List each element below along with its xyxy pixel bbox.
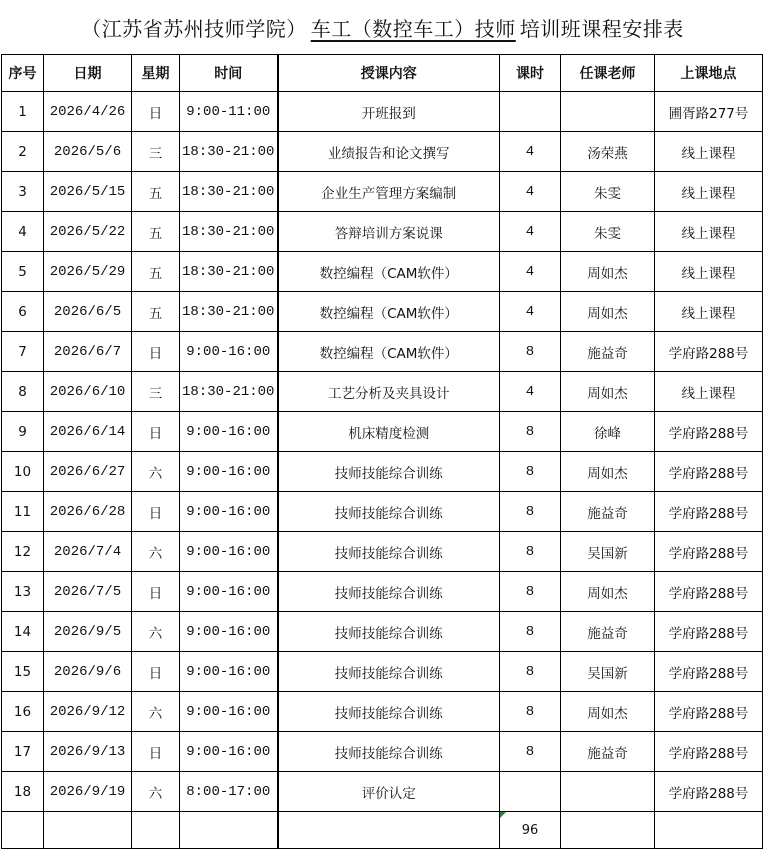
cell-content: 技师技能综合训练 — [278, 452, 500, 492]
cell-location: 学府路288号 — [655, 532, 763, 572]
cell-location: 线上课程 — [655, 212, 763, 252]
cell-weekday: 五 — [132, 292, 180, 332]
cell-time: 18:30-21:00 — [180, 292, 278, 332]
header-index: 序号 — [2, 55, 44, 92]
cell-weekday: 日 — [132, 92, 180, 132]
cell-teacher: 施益奇 — [561, 612, 655, 652]
title-course-name: 车工（数控车工）技师 — [310, 16, 516, 41]
cell-hours: 4 — [500, 252, 561, 292]
cell-hours: 8 — [500, 532, 561, 572]
cell-location: 圃胥路277号 — [655, 92, 763, 132]
cell-location: 学府路288号 — [655, 652, 763, 692]
cell-date: 2026/6/5 — [44, 292, 132, 332]
cell-time: 18:30-21:00 — [180, 252, 278, 292]
cell-index: 15 — [2, 652, 44, 692]
cell-teacher: 吴国新 — [561, 652, 655, 692]
cell-weekday: 五 — [132, 172, 180, 212]
cell-index: 14 — [2, 612, 44, 652]
cell-content: 技师技能综合训练 — [278, 572, 500, 612]
table-row — [2, 292, 763, 332]
cell-teacher: 朱雯 — [561, 172, 655, 212]
cell-teacher: 朱雯 — [561, 212, 655, 252]
cell-teacher: 周如杰 — [561, 292, 655, 332]
table-row — [2, 572, 763, 612]
cell-hours: 8 — [500, 452, 561, 492]
cell-comment-indicator — [500, 812, 506, 818]
cell-index: 17 — [2, 732, 44, 772]
cell-teacher: 周如杰 — [561, 692, 655, 732]
cell-time: 9:00-16:00 — [180, 732, 278, 772]
cell-date: 2026/5/22 — [44, 212, 132, 252]
cell-content: 机床精度检测 — [278, 412, 500, 452]
cell-weekday: 六 — [132, 452, 180, 492]
cell-content: 技师技能综合训练 — [278, 732, 500, 772]
cell-time: 9:00-16:00 — [180, 692, 278, 732]
total-empty-cell — [44, 812, 132, 849]
cell-location: 学府路288号 — [655, 452, 763, 492]
cell-content: 技师技能综合训练 — [278, 492, 500, 532]
cell-content: 数控编程（CAM软件） — [278, 252, 500, 292]
cell-time: 9:00-16:00 — [180, 532, 278, 572]
cell-teacher: 施益奇 — [561, 732, 655, 772]
cell-index: 1 — [2, 92, 44, 132]
header-row — [2, 55, 763, 92]
cell-index: 13 — [2, 572, 44, 612]
cell-location: 线上课程 — [655, 172, 763, 212]
cell-hours: 8 — [500, 412, 561, 452]
cell-teacher: 施益奇 — [561, 332, 655, 372]
table-row — [2, 652, 763, 692]
schedule-rows — [2, 92, 763, 849]
cell-location: 学府路288号 — [655, 772, 763, 812]
cell-hours: 4 — [500, 212, 561, 252]
table-row — [2, 492, 763, 532]
cell-hours: 8 — [500, 572, 561, 612]
table-row — [2, 692, 763, 732]
cell-date: 2026/7/5 — [44, 572, 132, 612]
table-row — [2, 412, 763, 452]
header-date: 日期 — [44, 55, 132, 92]
cell-content: 技师技能综合训练 — [278, 692, 500, 732]
cell-index: 8 — [2, 372, 44, 412]
cell-time: 18:30-21:00 — [180, 172, 278, 212]
cell-hours: 8 — [500, 332, 561, 372]
cell-content: 技师技能综合训练 — [278, 612, 500, 652]
cell-hours: 4 — [500, 372, 561, 412]
cell-date: 2026/6/7 — [44, 332, 132, 372]
cell-time: 18:30-21:00 — [180, 372, 278, 412]
cell-content: 答辩培训方案说课 — [278, 212, 500, 252]
cell-weekday: 日 — [132, 652, 180, 692]
cell-index: 6 — [2, 292, 44, 332]
cell-location: 学府路288号 — [655, 732, 763, 772]
cell-index: 5 — [2, 252, 44, 292]
cell-date: 2026/6/10 — [44, 372, 132, 412]
cell-teacher: 施益奇 — [561, 492, 655, 532]
header-location: 上课地点 — [655, 55, 763, 92]
cell-time: 9:00-16:00 — [180, 492, 278, 532]
header-teacher: 任课老师 — [561, 55, 655, 92]
table-row — [2, 732, 763, 772]
cell-content: 评价认定 — [278, 772, 500, 812]
cell-index: 11 — [2, 492, 44, 532]
cell-hours: 4 — [500, 132, 561, 172]
table-row — [2, 532, 763, 572]
total-empty-cell — [180, 812, 278, 849]
cell-index: 12 — [2, 532, 44, 572]
total-hours-cell — [500, 812, 561, 849]
cell-location: 学府路288号 — [655, 612, 763, 652]
total-hours-value: 96 — [521, 822, 539, 838]
table-row — [2, 612, 763, 652]
cell-teacher: 周如杰 — [561, 572, 655, 612]
cell-location: 线上课程 — [655, 292, 763, 332]
table-row — [2, 252, 763, 292]
cell-location: 学府路288号 — [655, 412, 763, 452]
cell-hours — [500, 772, 561, 812]
cell-hours: 8 — [500, 612, 561, 652]
cell-index: 9 — [2, 412, 44, 452]
total-row — [2, 812, 763, 849]
table-row — [2, 332, 763, 372]
cell-date: 2026/9/12 — [44, 692, 132, 732]
cell-time: 9:00-16:00 — [180, 572, 278, 612]
cell-index: 18 — [2, 772, 44, 812]
table-row — [2, 132, 763, 172]
cell-hours: 4 — [500, 172, 561, 212]
cell-content: 数控编程（CAM软件） — [278, 332, 500, 372]
cell-weekday: 六 — [132, 772, 180, 812]
cell-weekday: 五 — [132, 252, 180, 292]
cell-location: 线上课程 — [655, 252, 763, 292]
table-row — [2, 772, 763, 812]
cell-date: 2026/6/28 — [44, 492, 132, 532]
cell-content: 企业生产管理方案编制 — [278, 172, 500, 212]
cell-time: 9:00-16:00 — [180, 452, 278, 492]
cell-teacher: 徐峰 — [561, 412, 655, 452]
cell-index: 2 — [2, 132, 44, 172]
table-row — [2, 92, 763, 132]
cell-content: 开班报到 — [278, 92, 500, 132]
cell-hours: 8 — [500, 652, 561, 692]
cell-content: 数控编程（CAM软件） — [278, 292, 500, 332]
cell-time: 9:00-11:00 — [180, 92, 278, 132]
cell-weekday: 日 — [132, 572, 180, 612]
cell-time: 18:30-21:00 — [180, 132, 278, 172]
header-hours: 课时 — [500, 55, 561, 92]
cell-weekday: 五 — [132, 212, 180, 252]
cell-index: 16 — [2, 692, 44, 732]
cell-content: 技师技能综合训练 — [278, 652, 500, 692]
cell-hours: 8 — [500, 492, 561, 532]
header-weekday: 星期 — [132, 55, 180, 92]
cell-date: 2026/9/5 — [44, 612, 132, 652]
table-row — [2, 212, 763, 252]
schedule-table — [1, 54, 763, 849]
cell-location: 学府路288号 — [655, 572, 763, 612]
table-row — [2, 372, 763, 412]
cell-hours: 8 — [500, 692, 561, 732]
cell-teacher — [561, 772, 655, 812]
cell-index: 4 — [2, 212, 44, 252]
cell-date: 2026/9/19 — [44, 772, 132, 812]
cell-teacher: 吴国新 — [561, 532, 655, 572]
total-empty-cell — [655, 812, 763, 849]
cell-index: 3 — [2, 172, 44, 212]
cell-weekday: 日 — [132, 492, 180, 532]
header-content: 授课内容 — [278, 55, 500, 92]
cell-date: 2026/5/29 — [44, 252, 132, 292]
cell-weekday: 三 — [132, 132, 180, 172]
cell-hours — [500, 92, 561, 132]
cell-index: 10 — [2, 452, 44, 492]
cell-date: 2026/9/6 — [44, 652, 132, 692]
cell-date: 2026/5/6 — [44, 132, 132, 172]
total-empty-cell — [2, 812, 44, 849]
cell-content: 工艺分析及夹具设计 — [278, 372, 500, 412]
cell-teacher: 汤荣燕 — [561, 132, 655, 172]
cell-time: 9:00-16:00 — [180, 612, 278, 652]
cell-location: 学府路288号 — [655, 332, 763, 372]
cell-index: 7 — [2, 332, 44, 372]
cell-date: 2026/7/4 — [44, 532, 132, 572]
cell-weekday: 日 — [132, 332, 180, 372]
cell-location: 线上课程 — [655, 132, 763, 172]
cell-time: 9:00-16:00 — [180, 332, 278, 372]
cell-date: 2026/5/15 — [44, 172, 132, 212]
total-empty-cell — [561, 812, 655, 849]
cell-time: 18:30-21:00 — [180, 212, 278, 252]
cell-time: 8:00-17:00 — [180, 772, 278, 812]
cell-date: 2026/9/13 — [44, 732, 132, 772]
cell-weekday: 日 — [132, 412, 180, 452]
cell-location: 学府路288号 — [655, 692, 763, 732]
table-row — [2, 452, 763, 492]
cell-weekday: 六 — [132, 532, 180, 572]
cell-teacher: 周如杰 — [561, 372, 655, 412]
cell-hours: 4 — [500, 292, 561, 332]
cell-hours: 8 — [500, 732, 561, 772]
cell-location: 线上课程 — [655, 372, 763, 412]
title-suffix: 培训班课程安排表 — [519, 16, 684, 41]
cell-content: 技师技能综合训练 — [278, 532, 500, 572]
cell-time: 9:00-16:00 — [180, 652, 278, 692]
cell-teacher: 周如杰 — [561, 452, 655, 492]
cell-date: 2026/6/14 — [44, 412, 132, 452]
header-time: 时间 — [180, 55, 278, 92]
cell-teacher — [561, 92, 655, 132]
title-prefix: （江苏省苏州技师学院） — [81, 16, 307, 41]
cell-teacher: 周如杰 — [561, 252, 655, 292]
page-title — [0, 0, 765, 54]
cell-content: 业绩报告和论文撰写 — [278, 132, 500, 172]
table-row — [2, 172, 763, 212]
cell-location: 学府路288号 — [655, 492, 763, 532]
cell-date: 2026/4/26 — [44, 92, 132, 132]
cell-weekday: 日 — [132, 732, 180, 772]
cell-weekday: 三 — [132, 372, 180, 412]
cell-time: 9:00-16:00 — [180, 412, 278, 452]
total-empty-cell — [132, 812, 180, 849]
cell-date: 2026/6/27 — [44, 452, 132, 492]
cell-weekday: 六 — [132, 692, 180, 732]
cell-weekday: 六 — [132, 612, 180, 652]
total-empty-cell — [278, 812, 500, 849]
